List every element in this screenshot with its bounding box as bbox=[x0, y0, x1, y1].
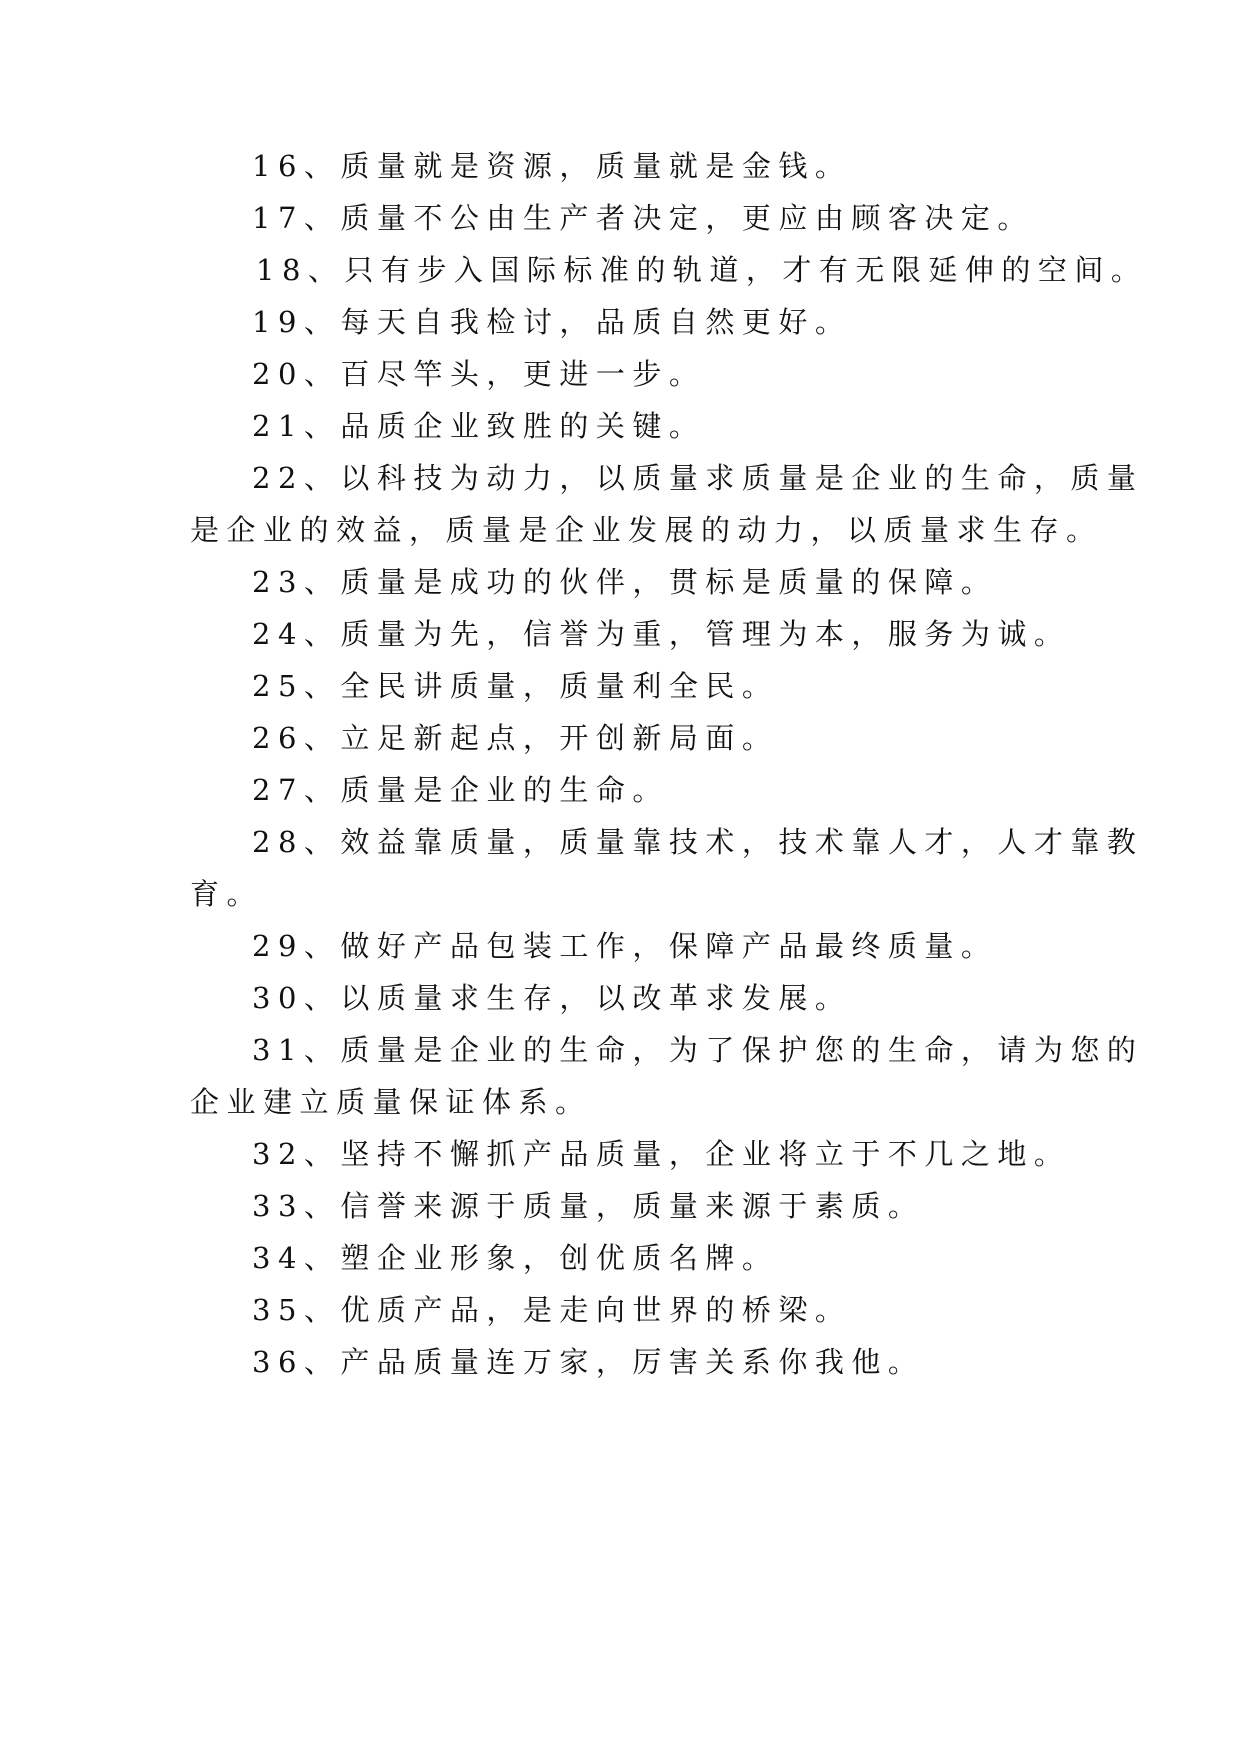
slogan-line: 22、以科技为动力，以质量求质量是企业的生命，质量 bbox=[252, 461, 1144, 495]
slogan-line: 30、以质量求生存，以改革求发展。 bbox=[252, 981, 852, 1015]
slogan-line: 28、效益靠质量，质量靠技术，技术靠人才，人才靠教 bbox=[252, 825, 1144, 859]
slogan-line: 35、优质产品，是走向世界的桥梁。 bbox=[252, 1293, 852, 1327]
slogan-line-continued: 企业建立质量保证体系。 bbox=[190, 1085, 592, 1119]
slogan-line: 26、立足新起点，开创新局面。 bbox=[252, 721, 779, 755]
slogan-line: 31、质量是企业的生命，为了保护您的生命，请为您的 bbox=[252, 1033, 1144, 1067]
slogan-line: 25、全民讲质量，质量利全民。 bbox=[252, 669, 779, 703]
slogan-line: 16、质量就是资源，质量就是金钱。 bbox=[252, 149, 852, 183]
slogan-line: 29、做好产品包装工作，保障产品最终质量。 bbox=[252, 929, 998, 963]
slogan-line-continued: 是企业的效益，质量是企业发展的动力，以质量求生存。 bbox=[190, 513, 1103, 547]
slogan-line: 21、品质企业致胜的关键。 bbox=[252, 409, 706, 443]
slogan-line: 17、质量不公由生产者决定，更应由顾客决定。 bbox=[252, 201, 1034, 235]
slogan-line-continued: 育。 bbox=[190, 877, 264, 911]
slogan-line: 33、信誉来源于质量，质量来源于素质。 bbox=[252, 1189, 925, 1223]
slogan-line: 36、产品质量连万家，厉害关系你我他。 bbox=[252, 1345, 925, 1379]
slogan-line: 24、质量为先，信誉为重，管理为本，服务为诚。 bbox=[252, 617, 1071, 651]
slogan-line: 20、百尽竿头，更进一步。 bbox=[252, 357, 706, 391]
slogan-line: 34、塑企业形象，创优质名牌。 bbox=[252, 1241, 779, 1275]
slogan-line: 23、质量是成功的伙伴，贯标是质量的保障。 bbox=[252, 565, 998, 599]
slogan-line: 32、坚持不懈抓产品质量，企业将立于不几之地。 bbox=[252, 1137, 1071, 1171]
slogan-line: 27、质量是企业的生命。 bbox=[252, 773, 669, 807]
slogan-line: 19、每天自我检讨，品质自然更好。 bbox=[252, 305, 852, 339]
slogan-line: 18、只有步入国际标准的轨道，才有无限延伸的空间。 bbox=[256, 253, 1148, 287]
